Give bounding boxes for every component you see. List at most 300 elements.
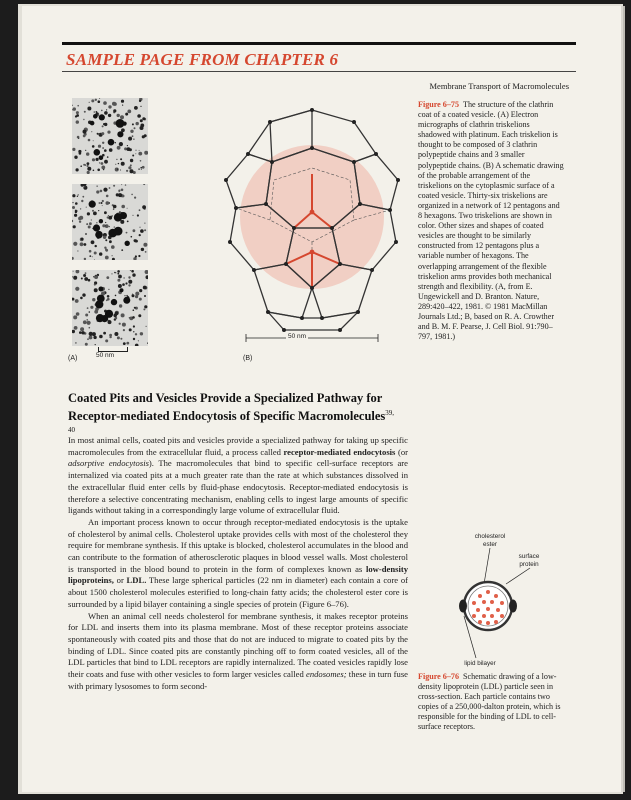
section-heading-refs: 39, 40: [68, 408, 395, 435]
speckle-dot: [121, 162, 125, 166]
speckle-dot: [127, 145, 128, 146]
clathrin-cage-diagram: [214, 92, 410, 344]
paragraph-2: [68, 517, 408, 611]
speckle-dot: [105, 222, 106, 223]
speckle-dot: [141, 169, 142, 170]
triskelion-blob: [95, 300, 103, 308]
speckle-dot: [112, 258, 115, 260]
speckle-dot: [87, 319, 88, 320]
speckle-dot: [72, 298, 74, 301]
speckle-dot: [113, 208, 114, 209]
speckle-dot: [128, 284, 130, 286]
speckle-dot: [121, 100, 124, 103]
speckle-dot: [72, 220, 73, 222]
figure-6-75-panel-a: [72, 98, 148, 356]
speckle-dot: [72, 202, 73, 203]
speckle-dot: [83, 119, 84, 120]
speckle-dot: [87, 212, 90, 215]
speckle-dot: [75, 210, 77, 212]
speckle-dot: [147, 343, 148, 344]
speckle-dot: [107, 156, 109, 158]
speckle-dot: [135, 255, 137, 257]
speckle-dot: [103, 169, 104, 170]
speckle-dot: [127, 221, 129, 223]
speckle-dot: [75, 202, 78, 205]
panel-b-label: (B): [243, 355, 253, 362]
speckle-dot: [121, 189, 124, 192]
speckle-dot: [76, 120, 79, 123]
speckle-dot: [83, 164, 85, 166]
surface-protein-left: [459, 600, 467, 613]
speckle-dot: [133, 331, 134, 332]
speckle-dot: [81, 200, 83, 202]
term-receptor-mediated-endocytosis: receptor-mediated endocytosis: [283, 446, 396, 457]
speckle-dot: [80, 165, 82, 167]
term-ldl: LDL.: [126, 575, 147, 586]
speckle-dot: [87, 171, 90, 174]
speckle-dot: [146, 326, 147, 327]
figure-6-75-label: Figure 6–75: [418, 100, 459, 109]
speckle-dot: [134, 106, 138, 110]
speckle-dot: [72, 206, 75, 209]
speckle-dot: [94, 252, 97, 255]
speckle-dot: [123, 329, 125, 331]
speckle-dot: [122, 105, 123, 106]
speckle-dot: [137, 214, 139, 216]
speckle-dot: [132, 316, 135, 319]
speckle-dot: [126, 170, 128, 172]
speckle-dot: [134, 127, 136, 129]
speckle-dot: [118, 193, 122, 197]
speckle-dot: [127, 147, 131, 151]
speckle-dot: [73, 107, 76, 110]
scale-bar-a-label: 50 nm: [96, 352, 115, 359]
speckle-dot: [89, 336, 93, 340]
speckle-dot: [72, 330, 75, 333]
speckle-dot: [121, 205, 125, 209]
speckle-dot: [139, 234, 141, 236]
speckle-dot: [125, 282, 127, 284]
speckle-dot: [73, 242, 77, 246]
speckle-dot: [76, 114, 79, 117]
speckle-dot: [91, 219, 92, 220]
triskelion-blob: [90, 121, 95, 126]
p2-text-c: These large spherical particles (22 nm in diameter) each contain a core of about 1500 cholesterol molecules esterified to long-chain fatty acids; the cholesterol ester core is surrounded by a lipid bilayer containing a single species of protein (Figure 6–76).: [68, 575, 408, 609]
speckle-dot: [138, 314, 141, 317]
speckle-dot: [112, 102, 116, 106]
speckle-dot: [132, 135, 134, 137]
speckle-dot: [129, 317, 130, 318]
speckle-dot: [96, 190, 99, 193]
speckle-dot: [101, 166, 105, 170]
speckle-dot: [93, 170, 95, 172]
speckle-dot: [100, 190, 103, 193]
speckle-dot: [78, 138, 79, 139]
triskelion-blob: [96, 314, 104, 322]
triskelion-blob: [99, 114, 105, 120]
speckle-dot: [102, 205, 103, 206]
speckle-dot: [135, 153, 136, 154]
speckle-dot: [113, 109, 116, 112]
speckle-dot: [131, 194, 133, 196]
speckle-dot: [117, 336, 120, 339]
speckle-dot: [74, 326, 78, 330]
speckle-dot: [140, 160, 142, 162]
p1-text-b: (or: [395, 446, 408, 457]
term-adsorptive-endocytosis: adsorptive endocytosis: [68, 458, 149, 469]
speckle-dot: [140, 332, 143, 335]
speckle-dot: [142, 135, 145, 138]
speckle-dot: [76, 111, 79, 114]
speckle-dot: [97, 169, 100, 172]
speckle-dot: [105, 249, 107, 251]
label-cholesterol-ester: cholesterol ester: [474, 533, 506, 548]
speckle-dot: [128, 276, 130, 278]
speckle-dot: [99, 98, 100, 99]
speckle-dot: [123, 277, 124, 278]
speckle-dot: [103, 101, 107, 105]
speckle-dot: [138, 168, 140, 170]
speckle-dot: [75, 342, 77, 344]
speckle-dot: [99, 162, 100, 163]
speckle-dot: [75, 299, 79, 303]
speckle-dot: [97, 133, 99, 135]
speckle-dot: [88, 279, 91, 282]
section-heading-text: Coated Pits and Vesicles Provide a Specialized Pathway for Receptor-mediated Endocytosis of Specific Macromolecules: [68, 391, 386, 423]
speckle-dot: [103, 188, 107, 192]
speckle-dot: [129, 328, 132, 331]
triskelion-blob: [108, 139, 115, 146]
speckle-dot: [140, 167, 142, 169]
speckle-dot: [138, 340, 139, 341]
triskelion-blob: [114, 213, 122, 221]
speckle-dot: [142, 166, 145, 169]
speckle-dot: [78, 194, 79, 195]
triskelion-blob: [93, 224, 100, 231]
speckle-dot: [108, 105, 111, 108]
speckle-dot: [81, 184, 84, 187]
speckle-dot: [120, 169, 121, 170]
speckle-dot: [121, 313, 125, 317]
speckle-dot: [120, 338, 122, 340]
speckle-dot: [85, 272, 87, 274]
speckle-dot: [79, 331, 82, 334]
speckle-dot: [94, 284, 96, 286]
body-text: [68, 435, 408, 692]
speckle-dot: [115, 295, 117, 297]
figure-6-75-caption-text: The structure of the clathrin coat of a coated vesicle. (A) Electron micrographs of clathrin triskelions shadowed with platinum. Each triskelion is thought to be composed of 3 clathrin polypeptide chains and 3 smaller polypeptide chains. (B) A schematic drawing of the probable arrangement of the triskelions on the cytoplasmic surface of a coated vesicle. Thirty-six triskelions are organized in a network of 12 pentagons and 8 hexagons. Two triskelions are shown in color. Other sizes and shapes of coated vesicles are thought to be similarly constructed from 12 pentagons plus a variable number of hexagons. The overlapping arrangement of the flexible triskelion arms provides both mechanical strength and flexibility. (A, from E. Ungewickell and D. Branton. Nature, 289:420–422, 1981. © 1981 MacMillan Journals Ltd.; B, based on R. A. Crowther and B. M. F. Pearse, J. Cell Biol. 91:790–797, 1981.): [418, 100, 564, 342]
speckle-dot: [77, 250, 78, 251]
speckle-dot: [138, 152, 142, 156]
speckle-dot: [108, 320, 112, 324]
speckle-dot: [133, 325, 135, 327]
speckle-dot: [101, 110, 103, 112]
speckle-dot: [102, 125, 104, 127]
speckle-dot: [118, 275, 122, 279]
speckle-dot: [126, 232, 128, 234]
speckle-dot: [141, 248, 144, 251]
speckle-dot: [116, 159, 117, 160]
speckle-dot: [95, 245, 97, 247]
speckle-dot: [143, 184, 145, 185]
speckle-dot: [108, 289, 109, 290]
speckle-dot: [120, 220, 124, 224]
speckle-dot: [94, 111, 96, 113]
chapter-banner: SAMPLE PAGE FROM CHAPTER 6: [66, 50, 339, 69]
speckle-dot: [128, 166, 131, 169]
speckle-dot: [95, 275, 96, 276]
speckle-dot: [105, 239, 107, 241]
speckle-dot: [121, 249, 123, 251]
speckle-dot: [72, 105, 73, 106]
speckle-dot: [106, 276, 109, 279]
speckle-dot: [78, 150, 81, 153]
speckle-dot: [126, 342, 129, 345]
speckle-dot: [108, 114, 111, 117]
speckle-dot: [85, 233, 87, 235]
speckle-dot: [95, 99, 97, 101]
speckle-dot: [101, 202, 103, 204]
speckle-dot: [80, 242, 84, 246]
speckle-dot: [105, 256, 109, 260]
speckle-dot: [139, 209, 141, 211]
micrograph-3: [72, 270, 148, 346]
p3-text-a: When an animal cell needs cholesterol for membrane synthesis, it makes receptor proteins for LDL and inserts them into its plasma membrane. Most of these receptor proteins associate spontaneously with coated pits and those that do not are induced to migrate to coated pits by the binding of LDL. Since coated pits are constantly pinching off to form coated vesicles, all of the LDL particles that bind to LDL receptors are rapidly internalized. The coated vesicles rapidly lose their coats and fuse with other vesicles to form larger vesicles called: [68, 610, 408, 680]
speckle-dot: [109, 226, 110, 227]
speckle-dot: [92, 298, 95, 301]
speckle-dot: [87, 167, 91, 171]
speckle-dot: [122, 323, 126, 327]
speckle-dot: [142, 205, 146, 209]
speckle-dot: [72, 148, 75, 151]
speckle-dot: [102, 142, 104, 144]
triskelion-blob: [111, 299, 117, 305]
speckle-dot: [119, 323, 121, 325]
speckle-dot: [139, 298, 142, 301]
paragraph-1: [68, 435, 408, 517]
speckle-dot: [139, 227, 140, 228]
triskelion-blob: [99, 219, 103, 223]
speckle-dot: [136, 122, 139, 125]
speckle-dot: [140, 106, 141, 107]
label-surface-protein: surface protein: [518, 553, 540, 568]
surface-protein-right: [509, 600, 517, 613]
speckle-dot: [130, 130, 133, 133]
figure-6-76-label: Figure 6–76: [418, 672, 459, 681]
speckle-dot: [109, 187, 111, 189]
speckle-dot: [76, 270, 80, 273]
p2-text-b: or: [113, 575, 127, 586]
speckle-dot: [98, 100, 101, 103]
p1-text-a: In most animal cells, coated pits and vesicles provide a specialized pathway for taking up specific macromolecules from the extracellular fluid, a process called: [68, 435, 408, 457]
speckle-dot: [87, 307, 89, 309]
speckle-dot: [146, 275, 149, 279]
speckle-dot: [89, 327, 91, 329]
speckle-dot: [133, 229, 136, 232]
speckle-dot: [102, 147, 104, 149]
speckle-dot: [132, 294, 135, 297]
speckle-dot: [106, 201, 110, 205]
speckle-dot: [80, 297, 83, 300]
speckle-dot: [113, 185, 115, 187]
speckle-dot: [144, 223, 145, 224]
speckle-dot: [143, 286, 147, 290]
speckle-dot: [83, 320, 87, 324]
speckle-dot: [74, 214, 77, 217]
speckle-dot: [120, 158, 122, 160]
speckle-dot: [73, 271, 74, 272]
speckle-dot: [119, 142, 123, 146]
speckle-dot: [107, 298, 110, 301]
speckle-dot: [92, 158, 95, 161]
speckle-dot: [94, 259, 95, 260]
paragraph-3: [68, 611, 408, 693]
figure-6-75-caption: [418, 100, 564, 342]
speckle-dot: [117, 146, 121, 150]
speckle-dot: [109, 240, 112, 243]
speckle-dot: [135, 333, 137, 335]
triskelion-blob: [89, 201, 96, 208]
speckle-dot: [96, 158, 99, 161]
micrograph-1: [72, 98, 148, 174]
speckle-dot: [125, 113, 128, 116]
speckle-dot: [77, 105, 79, 107]
speckle-dot: [86, 207, 87, 208]
speckle-dot: [84, 243, 87, 246]
triskelion-blob: [120, 288, 124, 292]
speckle-dot: [127, 110, 131, 114]
speckle-dot: [117, 270, 120, 273]
speckle-dot: [95, 344, 96, 345]
speckle-dot: [132, 294, 133, 295]
speckle-dot: [84, 186, 85, 187]
triskelion-blob: [114, 227, 123, 236]
triskelion-blob: [95, 231, 103, 239]
speckle-dot: [107, 295, 110, 298]
triskelion-blob: [93, 114, 98, 119]
triskelion-blob: [98, 287, 103, 292]
speckle-dot: [91, 131, 92, 132]
speckle-dot: [132, 155, 134, 157]
speckle-dot: [89, 222, 92, 225]
speckle-dot: [75, 287, 79, 291]
speckle-dot: [99, 202, 101, 204]
speckle-dot: [87, 165, 89, 167]
speckle-dot: [85, 343, 88, 346]
ldl-particle-diagram: [444, 530, 564, 670]
speckle-dot: [103, 332, 106, 335]
speckle-dot: [104, 160, 108, 164]
speckle-dot: [80, 208, 81, 209]
speckle-dot: [102, 200, 104, 202]
running-head: Membrane Transport of Macromolecules: [429, 81, 569, 91]
speckle-dot: [107, 216, 109, 218]
speckle-dot: [145, 251, 147, 253]
speckle-dot: [98, 210, 99, 211]
speckle-dot: [91, 99, 94, 102]
speckle-dot: [134, 239, 137, 242]
speckle-dot: [131, 236, 133, 238]
speckle-dot: [121, 184, 122, 185]
triskelion-blob: [117, 131, 123, 137]
speckle-dot: [85, 150, 86, 151]
speckle-dot: [112, 255, 113, 256]
p2-text-a: An important process known to occur through receptor-mediated endocytosis is the uptake of cholesterol by animal cells. Cholesterol uptake provides cells with most of the cholesterol they require for membrane synthesis. If this uptake is blocked, cholesterol accumulates in the blood and can contribute to the formation of atherosclerotic plaques in blood vessel walls. Most cholesterol is transported in the blood bound to protein in the form of complexes known as: [68, 516, 408, 574]
p1-text-c: ). The macromolecules that bind to specific cell-surface receptors are internalized via coated pits at a much greater rate than the rate at which substances dissolved in the extracellular fluid enter cells by fluid-phase endocytosis. Receptor-mediated endocytosis is therefore a selective concentrating mechanism, enabling cells to ingest large amounts of specific ligands without taking in a correspondingly large volume of extracellular fluid.: [68, 458, 408, 516]
speckle-dot: [125, 184, 126, 185]
speckle-dot: [86, 223, 88, 225]
speckle-dot: [130, 169, 134, 173]
speckle-dot: [135, 292, 139, 296]
speckle-dot: [111, 245, 115, 249]
speckle-dot: [130, 159, 133, 162]
speckle-dot: [89, 332, 93, 336]
speckle-dot: [76, 312, 80, 316]
speckle-dot: [80, 327, 84, 331]
speckle-dot: [124, 295, 125, 296]
speckle-dot: [114, 226, 115, 227]
triskelion-blob: [125, 241, 130, 246]
speckle-dot: [87, 338, 89, 340]
scale-bar-b-label: 50 nm: [288, 333, 307, 340]
speckle-dot: [107, 131, 110, 134]
figure-6-76-caption-text: Schematic drawing of a low-density lipoprotein (LDL) particle seen in cross-section. Each particle contains two copies of a 250,000-dalton protein, which is responsible for the binding of LDL to cell-surface receptors.: [418, 672, 561, 732]
speckle-dot: [122, 283, 125, 286]
speckle-dot: [87, 107, 91, 111]
speckle-dot: [131, 270, 134, 273]
speckle-dot: [105, 339, 108, 342]
speckle-dot: [135, 344, 139, 346]
speckle-dot: [87, 321, 91, 325]
speckle-dot: [134, 307, 136, 309]
triskelion-blob: [94, 149, 101, 156]
speckle-dot: [106, 195, 109, 198]
speckle-dot: [74, 156, 77, 159]
speckle-dot: [132, 123, 134, 125]
speckle-dot: [101, 162, 104, 165]
speckle-dot: [81, 278, 83, 280]
speckle-dot: [117, 273, 119, 275]
speckle-dot: [73, 315, 77, 319]
term-low-density-lipoproteins: low-density lipoproteins,: [68, 563, 408, 586]
speckle-dot: [144, 229, 146, 231]
speckle-dot: [114, 272, 116, 274]
speckle-dot: [84, 111, 86, 113]
speckle-dot: [135, 150, 136, 151]
speckle-dot: [142, 117, 145, 120]
speckle-dot: [130, 270, 131, 271]
speckle-dot: [139, 100, 141, 102]
figure-6-76-caption: [418, 672, 564, 733]
speckle-dot: [113, 314, 117, 318]
label-lipid-bilayer: lipid bilayer: [464, 660, 496, 667]
speckle-dot: [123, 342, 126, 345]
speckle-dot: [72, 194, 75, 197]
speckle-dot: [133, 309, 135, 311]
speckle-dot: [108, 216, 112, 220]
speckle-dot: [108, 215, 109, 216]
speckle-dot: [89, 255, 91, 257]
section-heading: [68, 391, 398, 441]
speckle-dot: [143, 243, 147, 247]
speckle-dot: [105, 225, 106, 226]
speckle-dot: [94, 288, 98, 292]
speckle-dot: [103, 123, 105, 125]
speckle-dot: [120, 115, 124, 119]
speckle-dot: [111, 273, 112, 274]
speckle-dot: [82, 196, 84, 198]
speckle-dot: [101, 132, 104, 135]
